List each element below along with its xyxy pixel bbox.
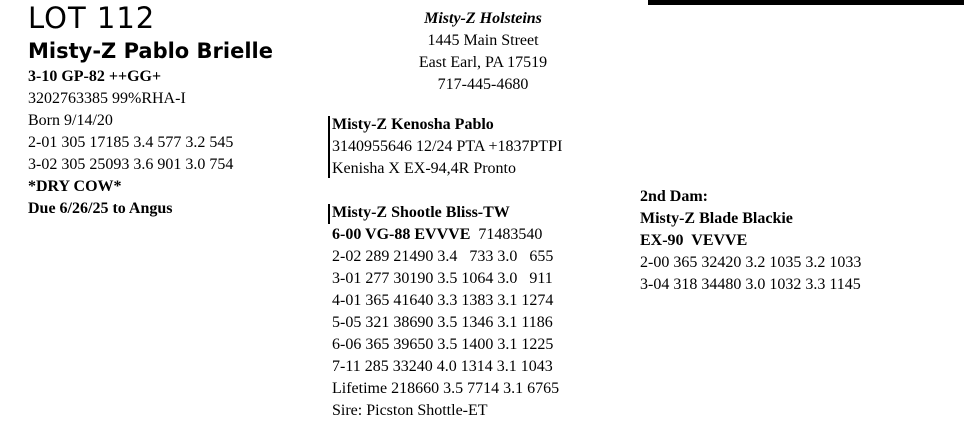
second-dam-name: Misty-Z Blade Blackie [640,210,793,227]
cow-due-date: Due 6/26/25 to Angus [28,200,173,217]
cow-record: 3-02 305 25093 3.6 901 3.0 754 [28,156,234,173]
dam-record: 5-05 321 38690 3.5 1346 3.1 1186 [332,314,553,331]
cow-record: 2-01 305 17185 3.4 577 3.2 545 [28,134,234,151]
consignor-block [408,8,558,96]
dam-sire: Sire: Picston Shottle-ET [332,402,488,419]
sire-bracket-line [328,116,330,178]
sire-pedigree: Kenisha X EX-94,4R Pronto [332,160,516,177]
second-dam-heading: 2nd Dam: [640,188,709,205]
dam-block [332,202,559,422]
second-dam-record: 3-04 318 34480 3.0 1032 3.3 1145 [640,276,861,293]
lot-number: LOT 112 [28,1,156,35]
sire-name: Misty-Z Kenosha Pablo [332,116,494,133]
consignor-phone: 717-445-4680 [437,76,529,93]
cow-birth-date: Born 9/14/20 [28,112,113,129]
sire-registration: 3140955646 12/24 PTA +1837PTPI [332,138,563,155]
cow-info-block [28,66,233,220]
dam-classification: 6-00 VG-88 EVVVE [332,226,471,243]
sire-block [332,114,562,180]
cow-registration: 3202763385 99%RHA-I [28,90,186,107]
top-border-bar [648,0,964,5]
dam-bracket-line [328,204,330,224]
second-dam-classification: EX-90 VEVVE [640,232,748,249]
dam-registration: 71483540 [478,226,543,243]
consignor-name: Misty-Z Holsteins [424,10,542,27]
dam-record: 6-06 365 39650 3.5 1400 3.1 1225 [332,336,554,353]
second-dam-block [640,186,861,296]
dam-record: 2-02 289 21490 3.4 733 3.0 655 [332,248,554,265]
cow-classification: 3-10 GP-82 ++GG+ [28,68,162,85]
dam-record: 7-11 285 33240 4.0 1314 3.1 1043 [332,358,553,375]
cow-status: *DRY COW* [28,178,122,195]
dam-name: Misty-Z Shootle Bliss-TW [332,204,510,221]
second-dam-record: 2-00 365 32420 3.2 1035 3.2 1033 [640,254,862,271]
cow-name: Misty-Z Pablo Brielle [28,39,273,63]
dam-classification-row [332,224,559,246]
dam-record: 4-01 365 41640 3.3 1383 3.1 1274 [332,292,554,309]
consignor-city: East Earl, PA 17519 [418,54,548,71]
dam-lifetime-record: Lifetime 218660 3.5 7714 3.1 6765 [332,380,560,397]
dam-record: 3-01 277 30190 3.5 1064 3.0 911 [332,270,553,287]
consignor-street: 1445 Main Street [427,32,539,49]
